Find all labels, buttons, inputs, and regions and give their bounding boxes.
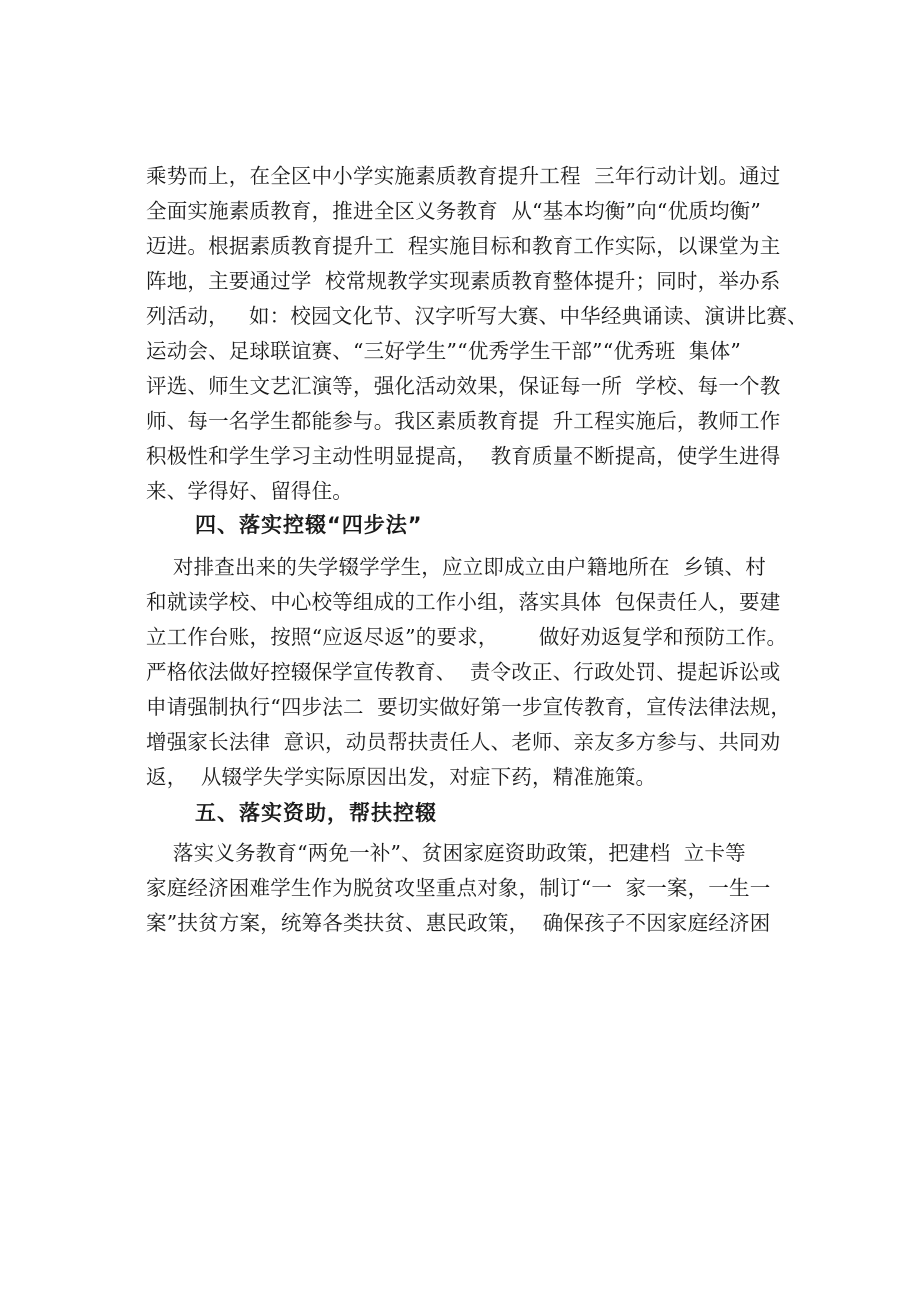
paragraph2-line-5: 申请强制执行“四步法二 要切实做好第一步宣传教育，宣传法律法规， xyxy=(146,695,792,719)
paragraph2-line-1: 对排查出来的失学辍学学生，应立即成立由户籍地所在 乡镇、村 xyxy=(146,555,766,579)
paragraph3-line-2: 家庭经济困难学生作为脱贫攻坚重点对象，制订“一 家一案，一生一 xyxy=(146,876,771,900)
section-heading-4: 四、落实控辍“四步法” xyxy=(195,513,423,537)
paragraph1-line-6: 运动会、足球联谊赛、“三好学生”“优秀学生干部”“优秀班 集体” xyxy=(146,339,742,363)
paragraph1-line-1: 乘势而上，在全区中小学实施素质教育提升工程 三年行动计划。通过 xyxy=(146,164,781,188)
paragraph1-line-8: 师、每一名学生都能参与。我区素质教育提 升工程实施后，教师工作 xyxy=(146,409,781,433)
paragraph3-line-3: 案”扶贫方案，统筹各类扶贫、惠民政策， 确保孩子不因家庭经济困 xyxy=(146,911,771,935)
paragraph2-line-4: 严格依法做好控辍保学宣传教育、 责令改正、行政处罚、提起诉讼或 xyxy=(146,660,781,684)
paragraph3-line-1: 落实义务教育“两免一补”、贫困家庭资助政策，把建档 立卡等 xyxy=(146,841,746,865)
paragraph2-line-6: 增强家长法律 意识，动员帮扶责任人、老师、亲友多方参与、共同劝 xyxy=(146,730,781,754)
paragraph1-line-9: 积极性和学生学习主动性明显提高， 教育质量不断提高，使学生进得 xyxy=(146,444,781,468)
paragraph2-line-7: 返， 从辍学失学实际原因出发，对症下药，精准施策。 xyxy=(146,765,657,789)
section-heading-5: 五、落实资助，帮扶控辍 xyxy=(195,801,437,825)
paragraph1-line-3: 迈进。根据素质教育提升工 程实施目标和教育工作实际，以课堂为主 xyxy=(146,234,781,258)
paragraph2-line-2: 和就读学校、中心校等组成的工作小组，落实具体 包保责任人，要建 xyxy=(146,590,781,614)
paragraph1-line-4: 阵地，主要通过学 校常规教学实现素质教育整体提升；同时，举办系 xyxy=(146,269,781,293)
paragraph1-line-2: 全面实施素质教育，推进全区义务教育 从“基本均衡”向“优质均衡” xyxy=(146,199,762,223)
paragraph1-line-5: 列活动， 如：校园文化节、汉字听写大赛、中华经典诵读、演讲比赛、 xyxy=(146,304,808,328)
paragraph1-line-10: 来、学得好、留得住。 xyxy=(146,479,353,503)
paragraph2-line-3: 立工作台账，按照“应返尽返”的要求， 做好劝返复学和预防工作。 xyxy=(146,625,788,649)
paragraph1-line-7: 评选、师生文艺汇演等，强化活动效果，保证每一所 学校、每一个教 xyxy=(146,374,781,398)
